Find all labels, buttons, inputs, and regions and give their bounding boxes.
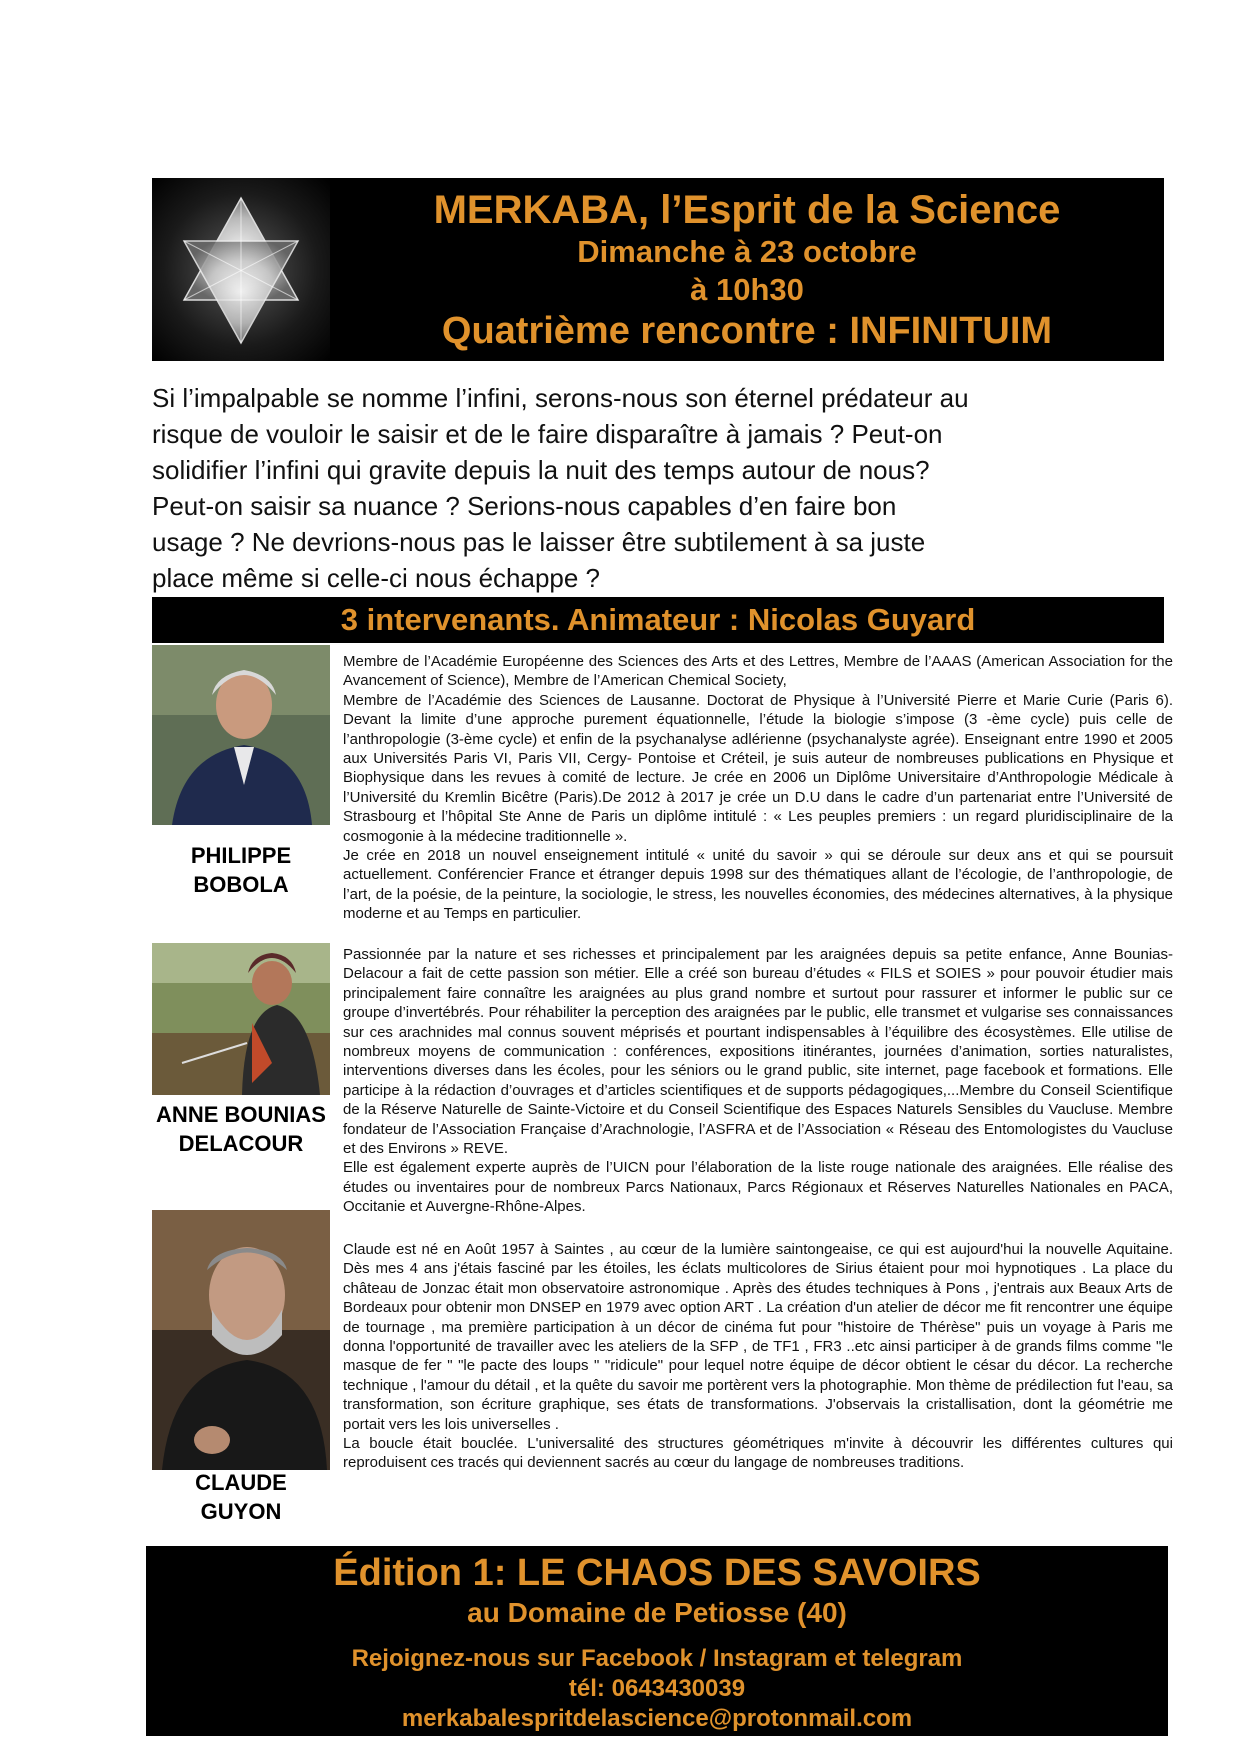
- intro-line: solidifier l’infini qui gravite depuis la nuit des temps autour de nous?: [152, 455, 930, 485]
- speaker-name-guyon: CLAUDE GUYON: [195, 1470, 287, 1524]
- speaker-name-bounias: ANNE BOUNIAS DELACOUR: [156, 1102, 326, 1156]
- event-location: au Domaine de Petiosse (40): [467, 1597, 847, 1628]
- social-text: Rejoignez-nous sur Facebook / Instagram et telegram: [351, 1645, 963, 1672]
- intro-line: risque de vouloir le saisir et de le faire disparaître à jamais ? Peut-on: [152, 419, 943, 449]
- edition-title: Édition 1: LE CHAOS DES SAVOIRS: [333, 1552, 981, 1594]
- intro-line: Peut-on saisir sa nuance ? Serions-nous capables d’en faire bon: [152, 491, 897, 521]
- event-footer: [146, 1546, 1168, 1736]
- speaker-name-bobola: PHILIPPE BOBOLA: [190, 843, 292, 897]
- event-header: [152, 178, 1164, 361]
- speaker-photo-bounias: [152, 943, 330, 1095]
- intro-line: Si l’impalpable se nomme l’infini, serons-nous son éternel prédateur au: [152, 383, 969, 413]
- merkaba-star-image: [152, 178, 330, 361]
- intro-line: usage ? Ne devrions-nous pas le laisser être subtilement à sa juste: [152, 527, 926, 557]
- event-title: MERKABA, l’Esprit de la Science: [433, 188, 1061, 232]
- speaker-photo-bobola: [152, 645, 330, 825]
- intro-paragraph: [152, 380, 1162, 596]
- speakers-band: 3 intervenants. Animateur : Nicolas Guyard: [152, 597, 1164, 643]
- phone-number: tél: 0643430039: [568, 1675, 746, 1702]
- email-address: merkabalespritdelascience@protonmail.com: [401, 1705, 913, 1732]
- event-date: Dimanche à 23 octobre: [577, 234, 917, 269]
- speaker-bio-bounias: Passionnée par la nature et ses richesses et principalement par les araignées depuis sa petite enfance, Anne Bounias-Delacour a fait de cette passion son métier. Elle a créé son bureau d’études « FILS et SOIES » pour pouvoir étudier mais principalement faire connaître les araignées au plus grand nombre et surtout pour rassurer et informer le public sur ce groupe d’invertébrés. Pour réhabiliter la perception des araignées par le public, elle transmet et vulgarise ses connaissances sur ces arachnides mal connus souvent méprisés et pourtant indispensables à l’équilibre des écosystèmes. Elle utilise de nombreux moyens de communication : conférences, expositions itinérantes, journées d’animation, sorties naturalistes, interventions diverses dans les écoles, pour les séniors ou le grand public, site internet, page facebook et formations. Elle participe à la rédaction d’ouvrages et d’articles scientifiques et de supports pédagogiques,...Membre du Conseil Scientifique de la Réserve Naturelle de Sainte-Victoire et du Conseil Scientifique des Espaces Naturels Sensibles du Vaucluse. Membre fondateur de l’Association Française d’Arachnologie, l’ASFRA et de l’Association « Réseau des Entomologistes du Vaucluse et des Environs » REVE. Elle est également experte auprès de l’UICN pour l’élaboration de la liste rouge nationale des araignées. Elle réalise des études ou inventaires pour de nombreux Parcs Nationaux, Parcs Régionaux et Réserves Naturelles Nationales en PACA, Occitanie et Auvergne-Rhône-Alpes.: [343, 946, 1173, 1216]
- speaker-photo-guyon: [152, 1210, 330, 1470]
- intro-line: place même si celle-ci nous échappe ?: [152, 563, 601, 593]
- speaker-bio-bobola: Membre de l’Académie Européenne des Sciences des Arts et des Lettres, Membre de l’AAAS (American Association for the Avancement of Science), Membre de l’American Chemical Society, Membre de l’Académie des Sciences de Lausanne. Doctorat de Physique à l’Université Pierre et Marie Curie (Paris 6). Devant la limite d’une approche purement équationnelle, l’étude la biologie s’impose (3 -ème cycle) puis celle de l’anthropologie (3-ème cycle) et enfin de la psychanalyse adlérienne (psychanalyste agrée). Enseignant entre 1990 et 2005 aux Universités Paris VI, Paris VII, Cergy- Pontoise et Créteil, je suis auteur de nombreuses publications en Physique et Biophysique dans les revues à comité de lecture. Je crée en 2006 un Diplôme Universitaire d’Anthropologie Médicale à l’Université du Kremlin Bicêtre (Paris).De 2012 à 2017 je crée un D.U dans le cadre d’un partenariat entre l’Université de Strasbourg et l’hôpital Ste Anne de Paris un diplôme intitulé : « Les peuples premiers : un regard pluridisciplinaire de la cosmogonie à la médecine traditionnelle ». Je crée en 2018 un nouvel enseignement intitulé « unité du savoir » qui se déroule sur deux ans et qui se poursuit actuellement. Conférencier France et étranger depuis 1998 sur des thématiques allant de l’écologie, de l’anthropologie, de l’art, de la poésie, de la peinture, la sociologie, le stress, les nouvelles économies, des médecines alternatives, à la physique moderne et au Temps en particulier.: [343, 653, 1173, 923]
- speaker-bio-guyon: Claude est né en Août 1957 à Saintes , au cœur de la lumière saintongeaise, ce qui est aujourd'hui la nouvelle Aquitaine. Dès mes 4 ans j'étais fasciné par les étoiles, les éclats multicolores de Sirius étaient pour moi hypnotiques . La place du château de Jonzac était mon observatoire astronomique . Après des études techniques à Pons , j'entrais aux Beaux Arts de Bordeaux pour obtenir mon DNSEP en 1979 avec option ART . La création d'un atelier de décor me fit rencontrer une équipe de tournage , ma première participation à un décor de cinéma fut pour "histoire de Thérèse" puis un voyage à Paris me donna l'opportunité de travailler avec les ateliers de la SFP , de TF1 , FR3 ..etc ainsi participer à de grands films comme "le masque de fer " "le pacte des loups " "ridicule" pour lequel notre équipe de décor obtient le césar du décor. La recherche technique , l'amour du détail , et la quête du savoir me portèrent vers la photographie. Mon thème de prédilection fut l'eau, sa transformation, son écriture graphique, ses états de transformations. J'observais la cristallisation, dont la géométrie me portait vers les lois universelles . La boucle était bouclée. L'universalité des structures géométriques m'invite à découvrir les différentes cultures qui reproduisent ces tracés qui deviennent sacrés au cœur du langage de nombreuses traditions.: [343, 1241, 1173, 1472]
- event-subtitle: Quatrième rencontre : INFINITUIM: [441, 310, 1053, 352]
- event-time: à 10h30: [690, 272, 804, 307]
- header-titles: [330, 178, 1164, 361]
